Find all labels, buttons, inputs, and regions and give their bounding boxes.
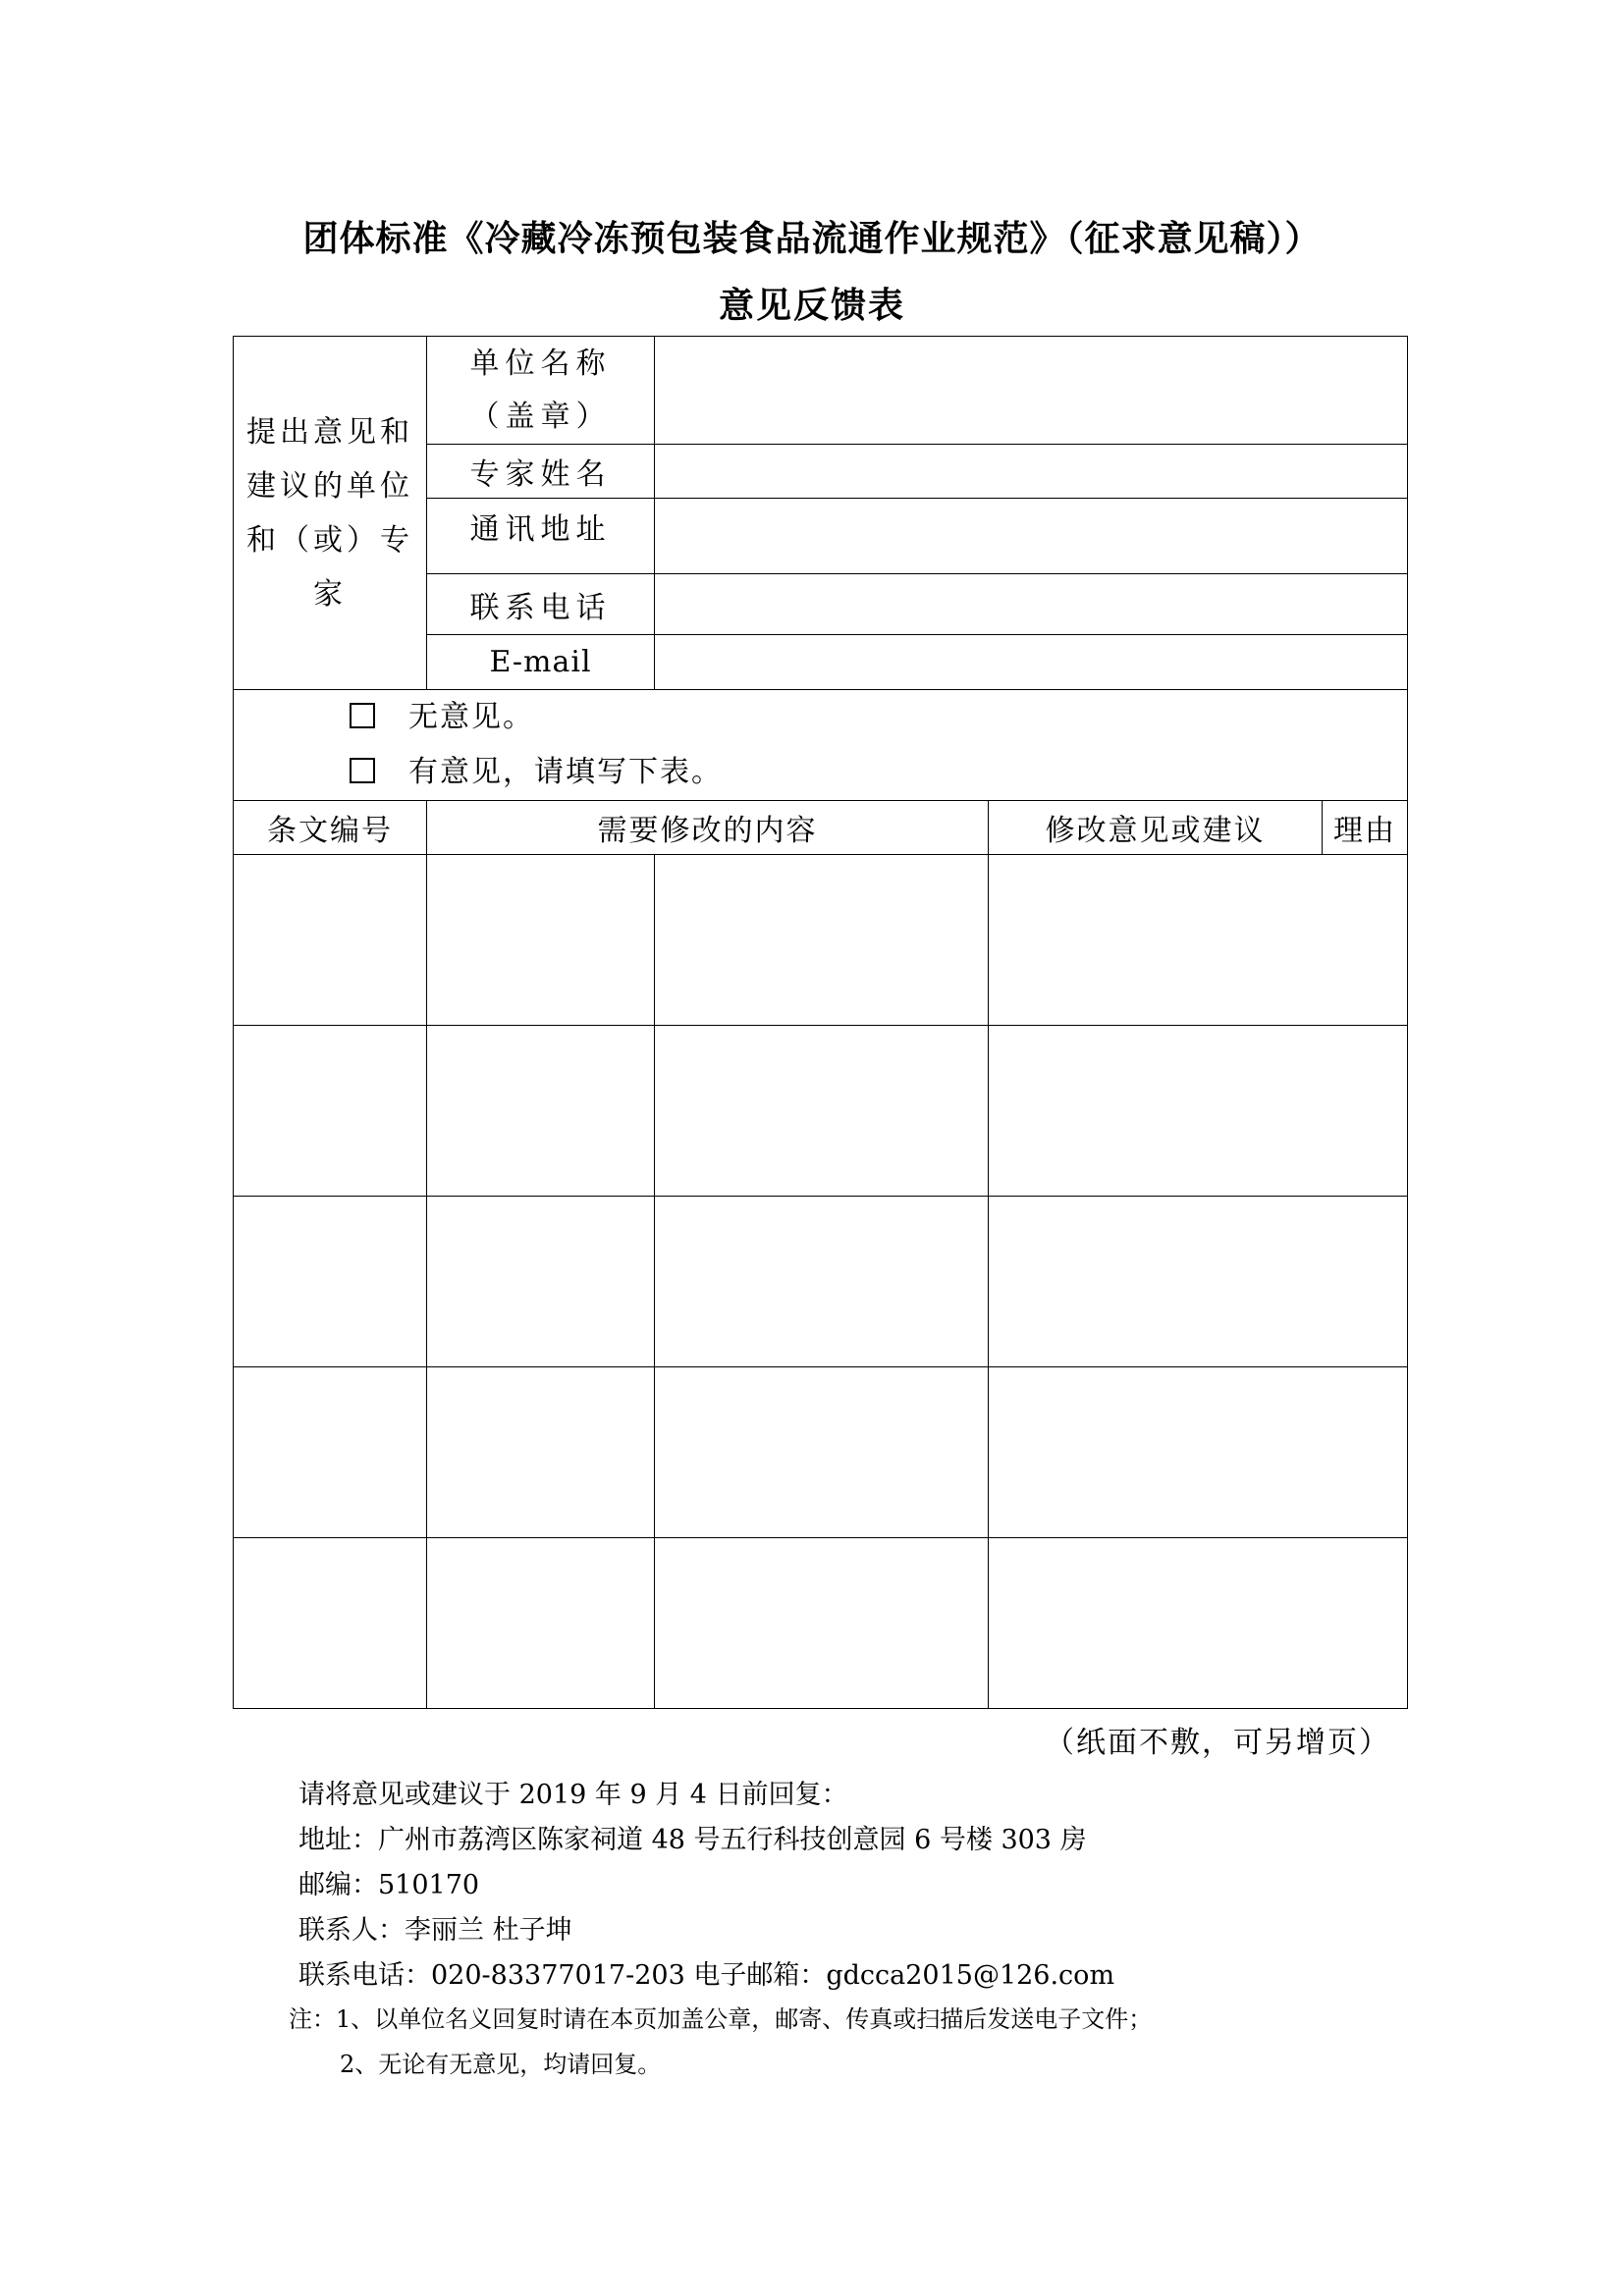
address-field[interactable] xyxy=(655,499,1408,574)
options-row xyxy=(234,690,1408,801)
document-subtitle: 意见反馈表 xyxy=(718,286,905,326)
reply-contacts: 联系人：李丽兰 杜子坤 xyxy=(298,1915,572,1946)
suggestion-cell[interactable] xyxy=(655,1197,989,1367)
suggestion-cell[interactable] xyxy=(655,1367,989,1538)
suggestion-header: 修改意见或建议 xyxy=(989,801,1323,855)
no-opinion-option[interactable] xyxy=(350,690,1407,745)
unit-name-label: 单位名称 （盖章） xyxy=(427,337,655,445)
footnote-2: 2、无论有无意见，均请回复。 xyxy=(340,2051,662,2078)
reason-header: 理由 xyxy=(1323,801,1408,855)
content-cell[interactable] xyxy=(427,1367,655,1538)
unit-name-row xyxy=(234,337,1408,445)
clause-number-cell[interactable] xyxy=(234,855,427,1026)
content-cell[interactable] xyxy=(427,855,655,1026)
content-cell[interactable] xyxy=(427,1197,655,1367)
reply-address: 地址：广州市荔湾区陈家祠道 48 号五行科技创意园 6 号楼 303 房 xyxy=(298,1825,1087,1855)
has-opinion-option[interactable] xyxy=(350,745,1407,800)
table-row xyxy=(234,855,1408,1026)
clause-number-cell[interactable] xyxy=(234,1367,427,1538)
address-label: 通讯地址 xyxy=(427,499,655,574)
reply-postcode: 邮编：510170 xyxy=(298,1870,480,1900)
table-row xyxy=(234,1367,1408,1538)
paper-note: （纸面不敷，可另增页） xyxy=(1045,1726,1390,1760)
content-cell[interactable] xyxy=(427,1026,655,1197)
reason-cell[interactable] xyxy=(989,1197,1408,1367)
reply-phone-email: 联系电话：020-83377017-203 电子邮箱：gdcca2015@126.com xyxy=(298,1960,1115,1991)
unit-name-field[interactable] xyxy=(655,337,1408,445)
has-opinion-label: 有意见，请填写下表。 xyxy=(408,755,723,789)
checkbox-icon[interactable] xyxy=(350,703,375,728)
no-opinion-label: 无意见。 xyxy=(408,700,534,734)
expert-name-field[interactable] xyxy=(655,445,1408,499)
email-field[interactable] xyxy=(655,635,1408,690)
clause-number-header: 条文编号 xyxy=(234,801,427,855)
reason-cell[interactable] xyxy=(989,1026,1408,1197)
table-row xyxy=(234,1026,1408,1197)
clause-number-cell[interactable] xyxy=(234,1197,427,1367)
submitter-group-label: 提出意见和 建议的单位 和（或）专 家 xyxy=(234,337,427,690)
expert-name-label: 专家姓名 xyxy=(427,445,655,499)
opinion-options xyxy=(234,690,1408,801)
document-title: 团体标准《冷藏冷冻预包装食品流通作业规范》（征求意见稿）） xyxy=(302,219,1322,259)
reason-cell[interactable] xyxy=(989,855,1408,1026)
clause-number-cell[interactable] xyxy=(234,1538,427,1709)
table-row xyxy=(234,1538,1408,1709)
feedback-form-table xyxy=(233,336,1408,1709)
opinion-header-row xyxy=(234,801,1408,855)
reason-cell[interactable] xyxy=(989,1367,1408,1538)
footnote-1: 注：1、以单位名义回复时请在本页加盖公章，邮寄、传真或扫描后发送电子文件； xyxy=(289,2005,1153,2033)
content-cell[interactable] xyxy=(427,1538,655,1709)
reply-info xyxy=(298,1773,1114,1999)
content-to-modify-header: 需要修改的内容 xyxy=(427,801,989,855)
table-row xyxy=(234,1197,1408,1367)
suggestion-cell[interactable] xyxy=(655,855,989,1026)
suggestion-cell[interactable] xyxy=(655,1538,989,1709)
footnotes xyxy=(289,1997,1152,2087)
clause-number-cell[interactable] xyxy=(234,1026,427,1197)
phone-label: 联系电话 xyxy=(427,574,655,635)
reply-deadline: 请将意见或建议于 2019 年 9 月 4 日前回复： xyxy=(298,1780,848,1810)
reason-cell[interactable] xyxy=(989,1538,1408,1709)
phone-field[interactable] xyxy=(655,574,1408,635)
suggestion-cell[interactable] xyxy=(655,1026,989,1197)
email-label: E-mail xyxy=(427,635,655,690)
checkbox-icon[interactable] xyxy=(350,758,375,783)
